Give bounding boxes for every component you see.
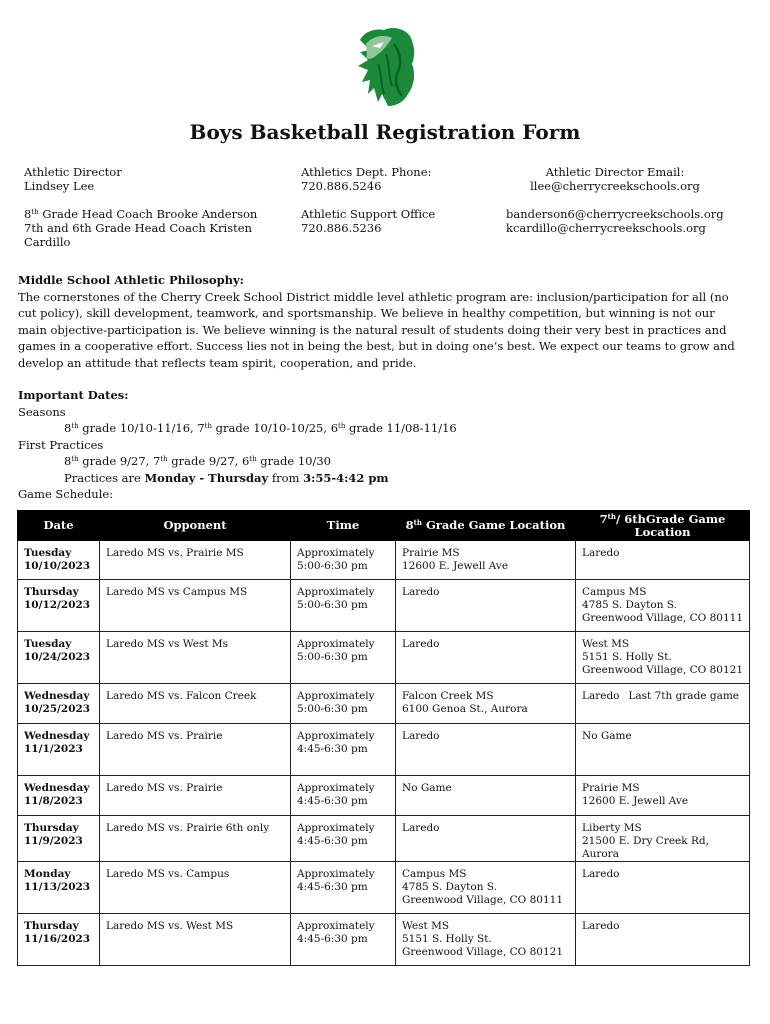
header-opponent: Opponent (100, 511, 291, 541)
loc76-line: Prairie MS (582, 782, 640, 794)
cell-7th-6th-location (576, 541, 750, 580)
seasons-dates: 8th grade 10/10-11/16, 7th grade 10/10-10/25, 6th grade 11/08-11/16 (64, 421, 457, 435)
cell-time (291, 632, 396, 684)
cell-8th-location (396, 580, 576, 632)
phone-label: Athletics Dept. Phone: (301, 165, 432, 179)
table-row (18, 632, 750, 684)
philosophy-heading: Middle School Athletic Philosophy: (18, 273, 244, 287)
loc76-line: Campus MS (582, 586, 647, 598)
email-label: Athletic Director Email: (545, 165, 685, 179)
game-date: 10/24/2023 (24, 651, 91, 663)
table-header-row (18, 511, 750, 541)
game-day: Wednesday (24, 690, 90, 702)
loc8-line: Campus MS (402, 868, 467, 880)
support-office-label: Athletic Support Office (301, 207, 436, 221)
cell-time (291, 862, 396, 914)
director-email: llee@cherrycreekschools.org (530, 179, 700, 193)
dates-heading: Important Dates: (18, 388, 129, 402)
contact-row-director (24, 165, 724, 193)
cell-7th-6th-location (576, 816, 750, 862)
game-schedule-table (17, 510, 750, 966)
practices-dates: 8th grade 9/27, 7th grade 9/27, 6th grade 10/30 (64, 454, 331, 468)
game-date: 10/12/2023 (24, 599, 91, 611)
game-day: Wednesday (24, 782, 90, 794)
game-day: Tuesday (24, 638, 72, 650)
time-range: 4:45-6:30 pm (297, 743, 368, 755)
game-date: 11/8/2023 (24, 795, 83, 807)
philosophy-section (18, 272, 743, 371)
cell-8th-location (396, 724, 576, 776)
game-date: 10/10/2023 (24, 560, 91, 572)
game-day: Thursday (24, 920, 79, 932)
time-range: 4:45-6:30 pm (297, 835, 368, 847)
cell-time (291, 724, 396, 776)
cell-7th-6th-location (576, 632, 750, 684)
cell-opponent: Laredo MS vs. Prairie MS (100, 541, 291, 580)
time-range: 5:00-6:30 pm (297, 560, 368, 572)
table-row (18, 580, 750, 632)
cell-opponent: Laredo MS vs. West MS (100, 914, 291, 966)
header-date: Date (18, 511, 100, 541)
cell-date (18, 776, 100, 816)
loc8-line: Laredo (402, 638, 440, 650)
cell-time (291, 914, 396, 966)
lion-head-logo (354, 24, 418, 108)
game-date: 11/16/2023 (24, 933, 91, 945)
time-range: 4:45-6:30 pm (297, 881, 368, 893)
loc8-line: 6100 Genoa St., Aurora (402, 703, 528, 715)
loc8-line: Greenwood Village, CO 80111 (402, 894, 564, 906)
practice-days: Practices are Monday - Thursday from 3:55-4:42 pm (64, 470, 389, 485)
cell-opponent: Laredo MS vs. Prairie (100, 724, 291, 776)
cell-date (18, 541, 100, 580)
cell-time (291, 684, 396, 724)
loc76-line: West MS (582, 638, 630, 650)
cell-date (18, 914, 100, 966)
cell-8th-location (396, 541, 576, 580)
cell-opponent: Laredo MS vs. Falcon Creek (100, 684, 291, 724)
time-range: 5:00-6:30 pm (297, 703, 368, 715)
time-approx: Approximately (297, 868, 375, 880)
header-7th-6th-location: 7th/ 6thGrade Game Location (576, 511, 750, 541)
time-approx: Approximately (297, 730, 375, 742)
director-label: Athletic Director (24, 165, 122, 179)
cell-time (291, 816, 396, 862)
time-approx: Approximately (297, 920, 375, 932)
game-date: 11/9/2023 (24, 835, 83, 847)
table-row (18, 684, 750, 724)
important-dates-section (18, 387, 743, 503)
loc8-line: No Game (402, 782, 452, 794)
cell-8th-location (396, 684, 576, 724)
page-title: Boys Basketball Registration Form (189, 120, 581, 144)
cell-8th-location (396, 632, 576, 684)
cell-date (18, 580, 100, 632)
loc76-line: Greenwood Village, CO 80111 (582, 612, 744, 624)
coach-8th-grade: 8th Grade Head Coach Brooke Anderson (24, 207, 258, 221)
loc8-line: 12600 E. Jewell Ave (402, 560, 509, 572)
seasons-label: Seasons (18, 404, 66, 419)
loc8-line: Prairie MS (402, 547, 460, 559)
cell-date (18, 862, 100, 914)
loc76-line: Laredo (582, 690, 620, 702)
table-row (18, 862, 750, 914)
game-schedule-label: Game Schedule: (18, 487, 114, 501)
cell-7th-6th-location (576, 862, 750, 914)
time-approx: Approximately (297, 586, 375, 598)
time-approx: Approximately (297, 782, 375, 794)
game-date: 10/25/2023 (24, 703, 91, 715)
cell-time (291, 541, 396, 580)
support-office-phone: 720.886.5236 (301, 221, 382, 235)
cell-date (18, 816, 100, 862)
loc76-line: Greenwood Village, CO 80121 (582, 664, 744, 676)
game-date: 11/1/2023 (24, 743, 83, 755)
coach-7th-6th-grade: 7th and 6th Grade Head Coach Kristen Cardillo (24, 221, 252, 249)
cell-7th-6th-location (576, 914, 750, 966)
header-8th-location: 8th Grade Game Location (396, 511, 576, 541)
time-approx: Approximately (297, 547, 375, 559)
director-name: Lindsey Lee (24, 179, 95, 193)
loc76-line: 21500 E. Dry Creek Rd, Aurora (582, 835, 709, 860)
loc8-line: 4785 S. Dayton S. (402, 881, 497, 893)
time-range: 5:00-6:30 pm (297, 651, 368, 663)
cell-7th-6th-location (576, 684, 750, 724)
header-time: Time (291, 511, 396, 541)
time-approx: Approximately (297, 822, 375, 834)
cardillo-email: kcardillo@cherrycreekschools.org (506, 221, 706, 235)
loc76-line: Laredo (582, 868, 620, 880)
loc8-line: Laredo (402, 586, 440, 598)
cell-date (18, 684, 100, 724)
table-row (18, 541, 750, 580)
cell-7th-6th-location (576, 724, 750, 776)
loc76-line: 12600 E. Jewell Ave (582, 795, 689, 807)
game-day: Monday (24, 868, 71, 880)
loc8-line: Laredo (402, 730, 440, 742)
cell-opponent: Laredo MS vs. Prairie 6th only (100, 816, 291, 862)
time-range: 4:45-6:30 pm (297, 933, 368, 945)
game-day: Thursday (24, 586, 79, 598)
phone-number: 720.886.5246 (301, 179, 382, 193)
loc8-line: Falcon Creek MS (402, 690, 494, 702)
cell-8th-location (396, 914, 576, 966)
cell-time (291, 776, 396, 816)
cell-time (291, 580, 396, 632)
table-row (18, 914, 750, 966)
time-range: 5:00-6:30 pm (297, 599, 368, 611)
cell-opponent: Laredo MS vs West Ms (100, 632, 291, 684)
game-date: 11/13/2023 (24, 881, 91, 893)
contact-row-coaches (24, 207, 724, 249)
loc8-line: West MS (402, 920, 450, 932)
cell-7th-6th-location (576, 776, 750, 816)
cell-date (18, 632, 100, 684)
loc76-line: No Game (582, 730, 632, 742)
loc8-line: Laredo (402, 822, 440, 834)
loc76-line: Liberty MS (582, 822, 642, 834)
cell-opponent: Laredo MS vs. Prairie (100, 776, 291, 816)
anderson-email: banderson6@cherrycreekschools.org (506, 207, 724, 221)
loc76-line: 5151 S. Holly St. (582, 651, 672, 663)
time-range: 4:45-6:30 pm (297, 795, 368, 807)
game-day: Tuesday (24, 547, 72, 559)
table-row (18, 776, 750, 816)
cell-opponent: Laredo MS vs. Campus (100, 862, 291, 914)
game-day: Wednesday (24, 730, 90, 742)
philosophy-body: The cornerstones of the Cherry Creek School District middle level athletic program are: inclusion/participation for all (no cut policy), skill development, teamwork, and sportsmanship. We believe in healthy competition, but winning is not our main objective-participation is. We believe winning is the natural result of students doing their very best in practices and games in a cooperative effort. Success lies not in being the best, but in doing one’s best. We expect our teams to grow and develop an attitude that reflects team spirit, cooperation, and pride. (18, 289, 735, 370)
time-approx: Approximately (297, 638, 375, 650)
cell-8th-location (396, 862, 576, 914)
loc76-line: Laredo (582, 547, 620, 559)
cell-7th-6th-location (576, 580, 750, 632)
cell-8th-location (396, 816, 576, 862)
time-approx: Approximately (297, 690, 375, 702)
game-note: Last 7th grade game (628, 690, 739, 702)
game-day: Thursday (24, 822, 79, 834)
loc8-line: Greenwood Village, CO 80121 (402, 946, 564, 958)
contact-info (24, 165, 724, 263)
cell-date (18, 724, 100, 776)
table-row (18, 816, 750, 862)
practices-label: First Practices (18, 437, 104, 452)
cell-opponent: Laredo MS vs Campus MS (100, 580, 291, 632)
table-row (18, 724, 750, 776)
cell-8th-location (396, 776, 576, 816)
loc76-line: Laredo (582, 920, 620, 932)
loc8-line: 5151 S. Holly St. (402, 933, 492, 945)
loc76-line: 4785 S. Dayton S. (582, 599, 677, 611)
